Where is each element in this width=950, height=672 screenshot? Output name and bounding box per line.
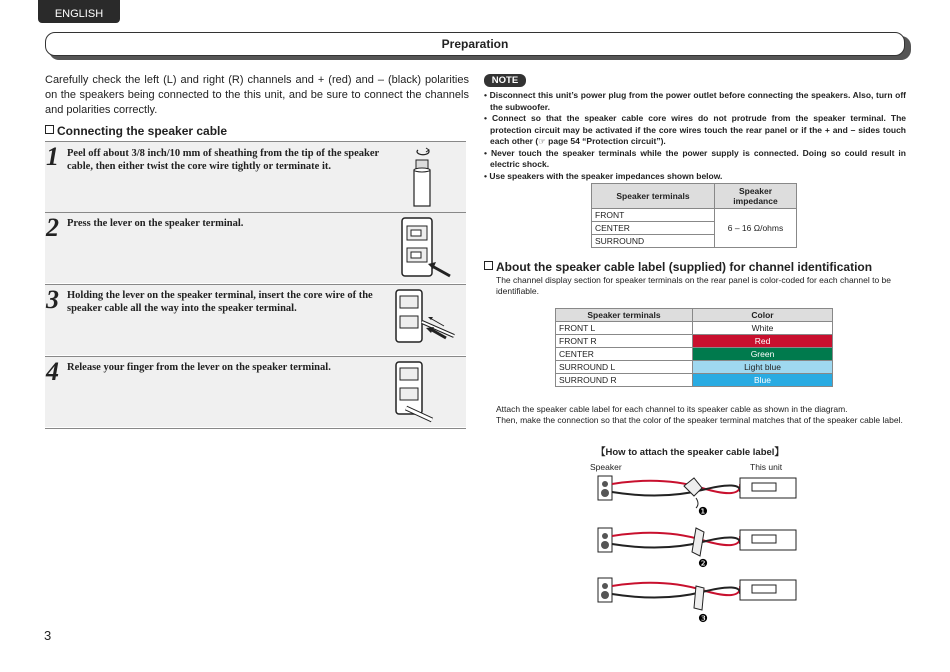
table-cell: FRONT R xyxy=(556,335,693,348)
color-cell: White xyxy=(693,322,833,335)
table-row xyxy=(556,361,833,374)
checkbox-bullet-icon xyxy=(45,125,54,134)
table-header: Color xyxy=(693,309,833,322)
intro-paragraph: Carefully check the left (L) and right (R) channels and + (red) and – (black) polarities on the speakers being connected to the this unit, and be sure to connect the channels and polarities correctly. xyxy=(45,74,469,116)
speaker-label: Speaker xyxy=(590,462,622,472)
note-item-text: Connect so that the speaker cable core wires do not protrude from the speaker terminal. The protection circuit may be activated if the core wires touch the rear panel or if the + and – sides touch each other (☞ page 54 “Protection circuit”). xyxy=(490,113,906,146)
impedance-table xyxy=(591,183,797,248)
attach-instructions xyxy=(496,404,908,426)
color-table xyxy=(555,308,833,387)
table-row xyxy=(556,322,833,335)
step-divider xyxy=(45,212,466,213)
connecting-heading xyxy=(45,124,227,138)
color-cell: Green xyxy=(693,348,833,361)
diagram-step-2 xyxy=(598,528,796,570)
table-cell: SURROUND L xyxy=(556,361,693,374)
color-cell: Red xyxy=(693,335,833,348)
note-badge: NOTE xyxy=(484,74,526,87)
step-number: 3 xyxy=(46,285,59,314)
step-text: Release your finger from the lever on the speaker terminal. xyxy=(67,362,331,373)
terminal-press-illustration xyxy=(398,214,456,282)
table-header: Speaker impedance xyxy=(715,184,797,209)
step-marker: ❷ xyxy=(698,557,708,570)
table-cell: FRONT L xyxy=(556,322,693,335)
step-divider xyxy=(45,428,466,429)
step-text: Peel off about 3/8 inch/10 mm of sheathing from the tip of the speaker cable, then either twist the core wire tightly or terminate it. xyxy=(67,148,379,172)
color-cell: Blue xyxy=(693,374,833,387)
step-divider xyxy=(45,141,466,142)
cable-label-diagram xyxy=(592,472,804,624)
step-number: 2 xyxy=(46,213,59,242)
table-row xyxy=(556,374,833,387)
step-divider xyxy=(45,284,466,285)
step-marker: ❸ xyxy=(698,612,708,624)
diagram-step-1 xyxy=(598,476,796,518)
note-item-text: Never touch the speaker terminals while the power supply is connected. Doing so could result in electric shock. xyxy=(490,147,906,169)
color-cell: Light blue xyxy=(693,361,833,374)
howto-title: 【How to attach the speaker cable label】 xyxy=(596,447,784,458)
note-item: • Connect so that the speaker cable core wires do not protrude from the speaker terminal. The protection circuit may be activated if the core wires touch the rear panel or if the + and – sides touch each other (☞ page 54 “Protection circuit”). xyxy=(484,113,906,146)
step-number: 4 xyxy=(46,357,59,386)
attach-text: Attach the speaker cable label for each channel to its speaker cable as shown in the diagram. xyxy=(496,404,848,414)
note-item: • Disconnect this unit’s power plug from the power outlet before connecting the speakers. Also, turn off the subwoofer. xyxy=(484,90,906,112)
step-number: 1 xyxy=(46,142,59,171)
table-row xyxy=(556,348,833,361)
table-cell: SURROUND xyxy=(592,235,715,248)
note-item: • Use speakers with the speaker impedances shown below. xyxy=(484,170,723,181)
terminal-release-illustration xyxy=(392,358,452,426)
note-list xyxy=(484,90,906,182)
attach-text: Then, make the connection so that the color of the speaker terminal matches that of the speaker cable label. xyxy=(496,415,903,425)
label-section-heading-text: About the speaker cable label (supplied) for channel identification xyxy=(496,260,873,274)
unit-label: This unit xyxy=(750,462,783,472)
terminal-insert-illustration xyxy=(392,286,458,354)
note-item-text: Use speakers with the speaker impedances shown below. xyxy=(489,170,723,181)
cable-twist-illustration xyxy=(398,144,448,208)
impedance-value: 6 – 16 Ω/ohms xyxy=(715,209,797,248)
table-header: Speaker terminals xyxy=(556,309,693,322)
step-text: Press the lever on the speaker terminal. xyxy=(67,218,244,229)
step-divider xyxy=(45,356,466,357)
step-text: Holding the lever on the speaker terminal, insert the core wire of the speaker cable all the way into the speaker terminal. xyxy=(67,290,373,314)
checkbox-bullet-icon xyxy=(484,261,493,270)
page-title: Preparation xyxy=(45,32,905,56)
page-number: 3 xyxy=(44,628,52,643)
table-header: Speaker terminals xyxy=(592,184,715,209)
connecting-heading-text: Connecting the speaker cable xyxy=(57,124,228,138)
note-item-text: Disconnect this unit’s power plug from the power outlet before connecting the speakers. Also, turn off the subwoofer. xyxy=(489,90,906,112)
table-row xyxy=(556,335,833,348)
step-marker: ❶ xyxy=(698,505,708,518)
language-tab: ENGLISH xyxy=(38,0,120,23)
table-cell: SURROUND R xyxy=(556,374,693,387)
label-section-heading xyxy=(484,260,872,274)
table-cell: CENTER xyxy=(592,222,715,235)
table-cell: FRONT xyxy=(592,209,715,222)
diagram-step-3 xyxy=(598,578,796,624)
note-item: • Never touch the speaker terminals while the power supply is connected. Doing so could result in electric shock. xyxy=(484,147,906,169)
table-row xyxy=(592,209,797,222)
table-cell: CENTER xyxy=(556,348,693,361)
label-description: The channel display section for speaker terminals on the rear panel is color-coded for each channel to be identifiable. xyxy=(496,275,892,296)
